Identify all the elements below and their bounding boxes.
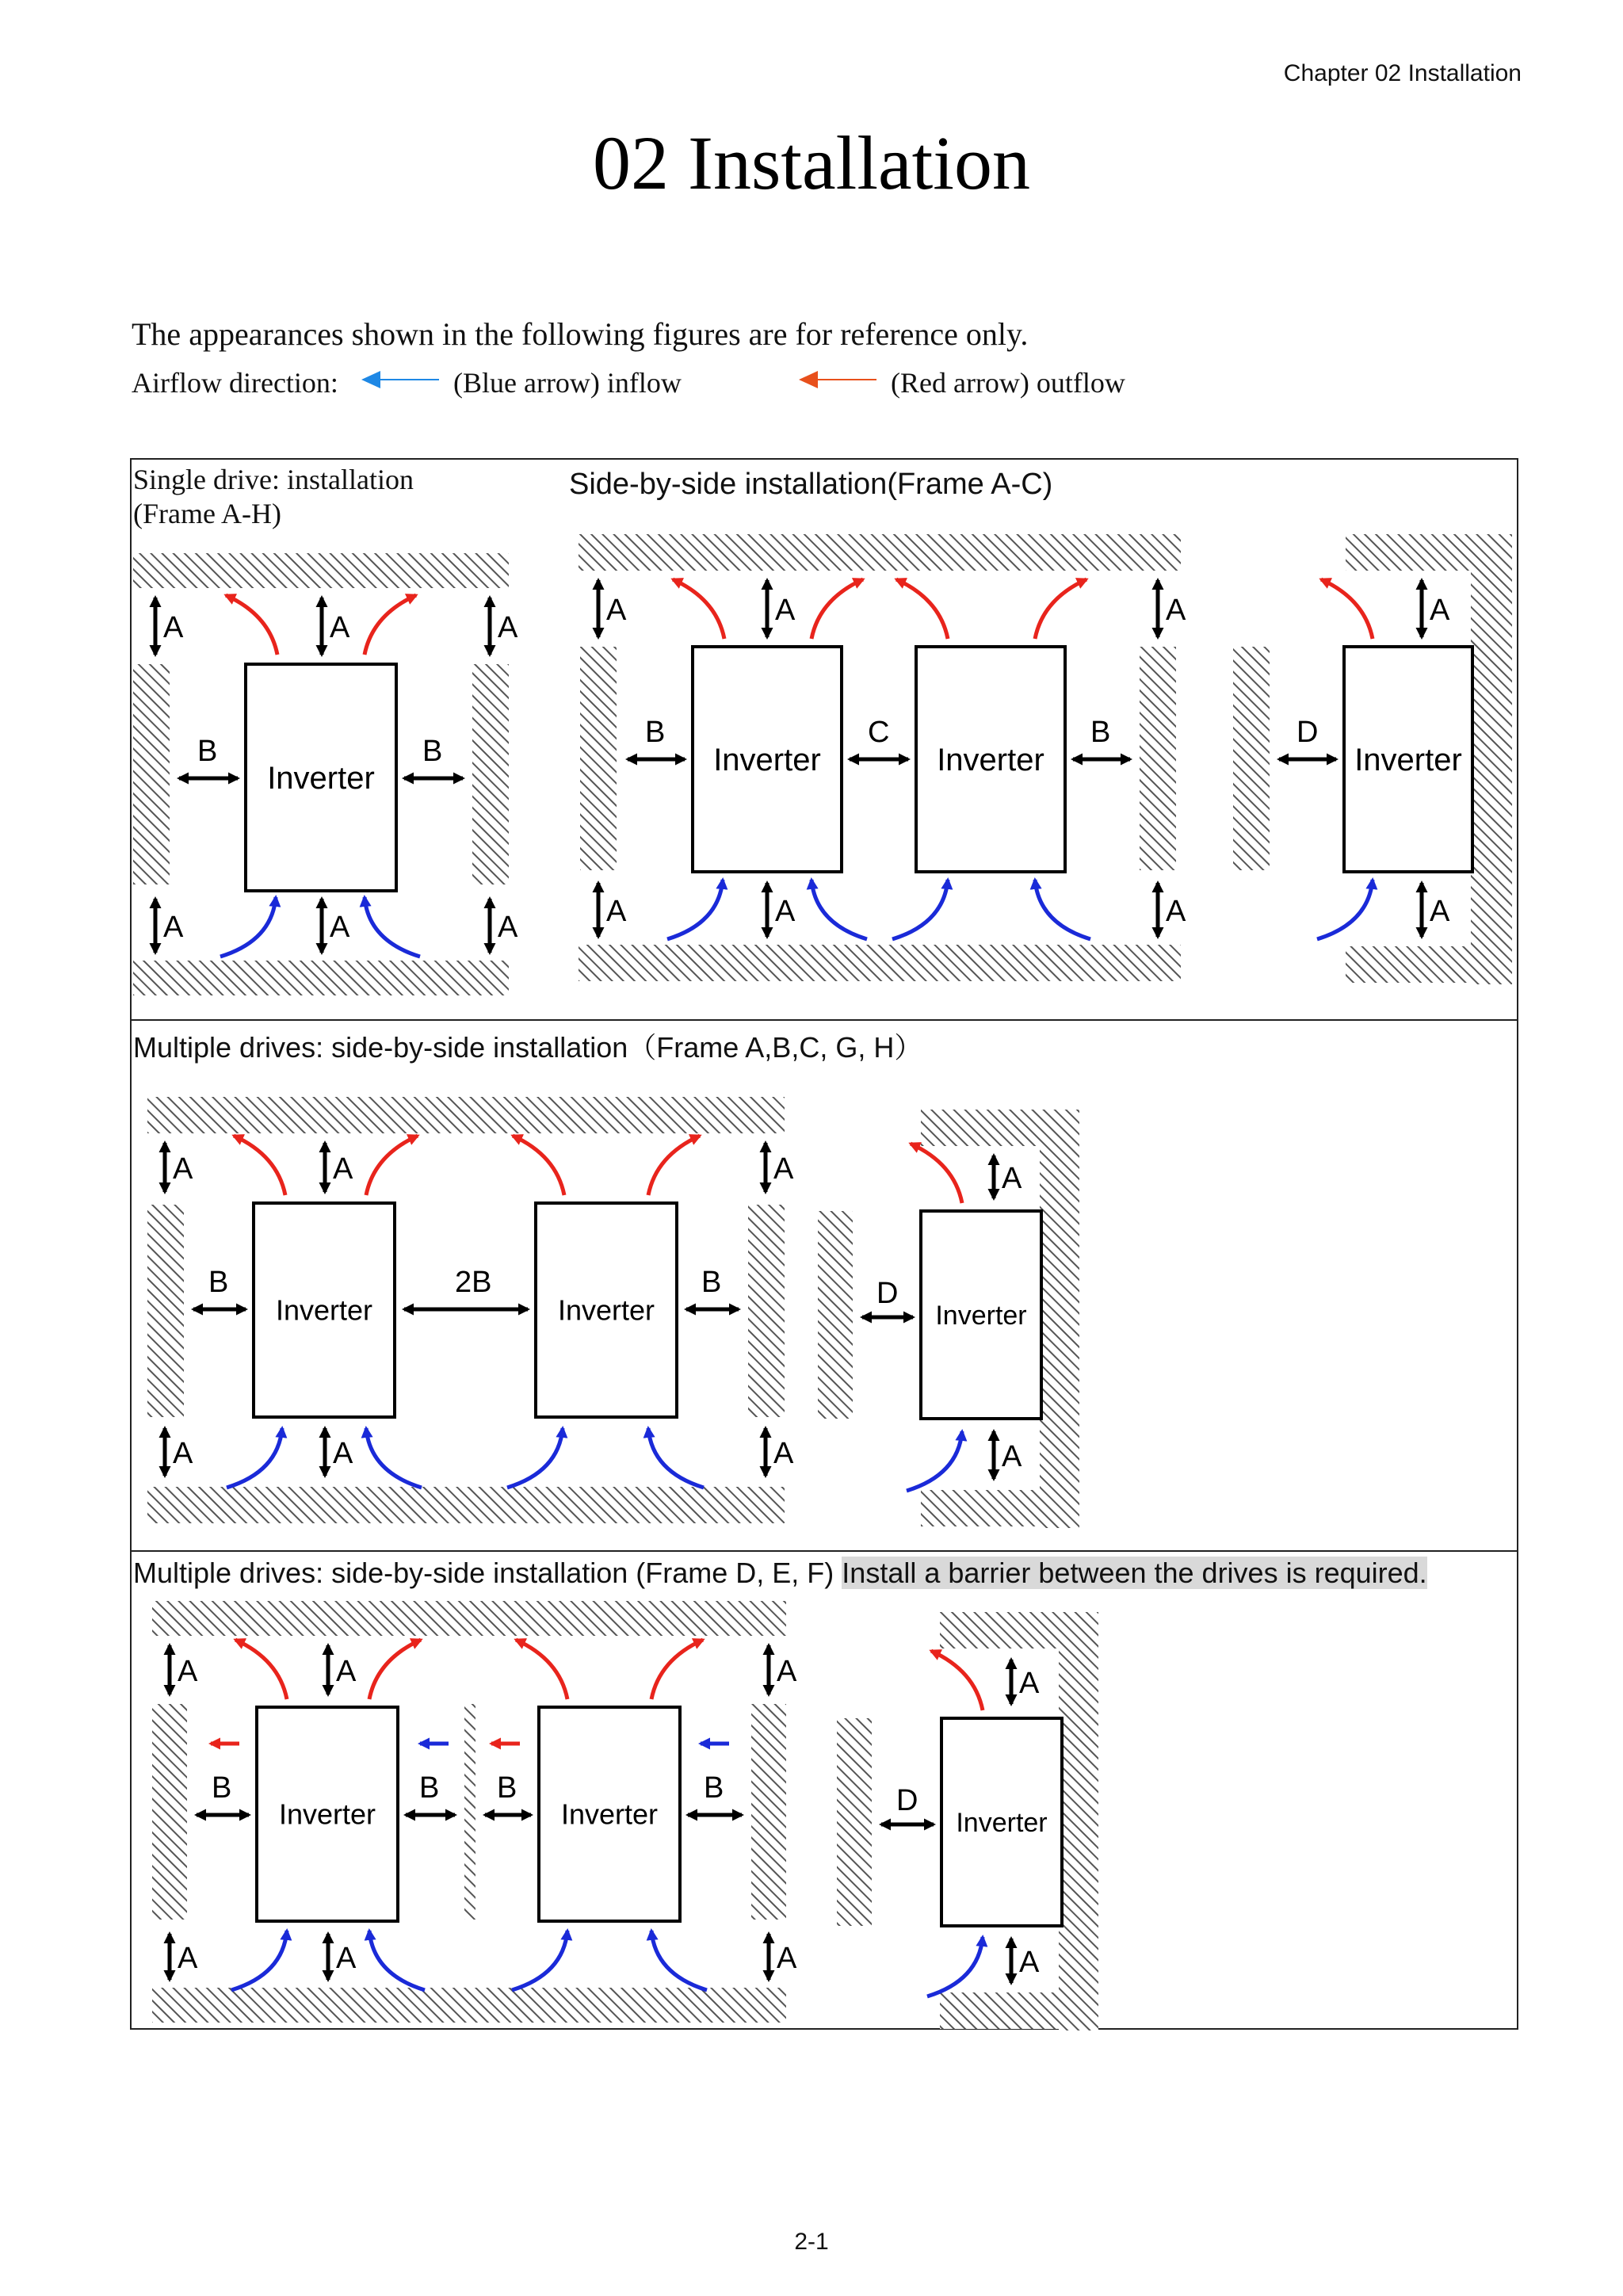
- hatched-wall: [748, 1205, 785, 1417]
- clearance-label: B: [701, 1266, 722, 1299]
- hatched-wall: [1471, 534, 1512, 984]
- inflow-arrow: [927, 1937, 983, 1996]
- hatched-wall: [579, 945, 1181, 981]
- clearance-label: A: [498, 611, 518, 644]
- inflow-arrow: [907, 1431, 962, 1491]
- outflow-arrow: [911, 1144, 962, 1203]
- clearance-label: A: [336, 1655, 357, 1688]
- clearance-label: B: [422, 735, 443, 768]
- clearance-label: B: [1090, 716, 1111, 749]
- outflow-arrow: [366, 1136, 418, 1195]
- hatched-wall: [1140, 647, 1176, 870]
- hatched-wall: [152, 1988, 786, 2023]
- inverter-label: Inverter: [278, 1797, 376, 1831]
- outflow-arrow: [651, 1640, 703, 1699]
- hatched-wall: [133, 961, 509, 995]
- outflow-arrow: [516, 1640, 567, 1699]
- clearance-label: A: [773, 1437, 794, 1470]
- inverter-label: Inverter: [956, 1807, 1048, 1838]
- clearance-label: A: [330, 911, 350, 944]
- page-title: 02 Installation: [593, 120, 1030, 205]
- outflow-arrow: [673, 579, 724, 639]
- clearance-label: A: [1430, 895, 1450, 928]
- clearance-label: A: [777, 1655, 797, 1688]
- clearance-label: A: [1002, 1440, 1022, 1473]
- inflow-arrow: [892, 880, 948, 939]
- outflow-arrow: [931, 1651, 983, 1710]
- hatched-wall: [579, 534, 1181, 571]
- inverter-label: Inverter: [713, 743, 821, 777]
- inflow-arrow: [365, 897, 420, 957]
- inflow-arrow: [651, 1931, 707, 1990]
- inverter-label: Inverter: [560, 1797, 659, 1831]
- clearance-label: A: [775, 594, 796, 627]
- outflow-arrow: [513, 1136, 564, 1195]
- hatched-wall: [921, 1490, 1079, 1526]
- clearance-label: B: [704, 1771, 724, 1805]
- clearance-label: D: [876, 1277, 899, 1310]
- hatched-wall: [1346, 946, 1512, 983]
- hatched-wall: [1040, 1110, 1079, 1528]
- clearance-label: B: [419, 1771, 440, 1805]
- clearance-label: A: [178, 1942, 198, 1975]
- clearance-label: B: [197, 735, 218, 768]
- outflow-label: (Red arrow) outflow: [891, 367, 1125, 399]
- clearance-label: A: [163, 911, 184, 944]
- clearance-label: A: [606, 594, 627, 627]
- clearance-label: A: [1166, 594, 1186, 627]
- inflow-arrow: [812, 880, 867, 939]
- inflow-arrow: [369, 1931, 425, 1990]
- inflow-arrow: [507, 1428, 563, 1488]
- clearance-label: D: [1296, 716, 1319, 749]
- outflow-arrow: [648, 1136, 700, 1195]
- hatched-wall: [133, 553, 509, 588]
- outflow-arrow: [226, 595, 277, 655]
- multi-drive-caption-1: Multiple drives: side-by-side installation（Frame A,B,C, G, H）: [133, 1031, 923, 1064]
- hatched-wall: [818, 1211, 853, 1419]
- hatched-wall: [580, 647, 617, 870]
- inflow-arrow: [227, 1428, 282, 1488]
- hatched-wall: [464, 1704, 475, 1920]
- inverter-label: Inverter: [267, 761, 375, 796]
- hatched-wall: [147, 1097, 785, 1133]
- clearance-label: A: [777, 1942, 797, 1975]
- hatched-wall: [940, 1992, 1098, 2029]
- inflow-arrow: [1035, 880, 1090, 939]
- single-caption-line2: (Frame A-H): [133, 498, 281, 529]
- hatched-wall: [472, 664, 509, 884]
- outflow-arrow: [1035, 579, 1086, 639]
- inflow-arrow: [648, 1428, 704, 1488]
- inverter-label: Inverter: [937, 743, 1044, 777]
- outflow-arrow: [369, 1640, 421, 1699]
- inflow-arrow: [220, 897, 276, 957]
- clearance-label: A: [178, 1655, 198, 1688]
- inverter-label: Inverter: [275, 1293, 373, 1327]
- outflow-arrow: [812, 579, 863, 639]
- clearance-label: A: [333, 1152, 353, 1186]
- hatched-wall: [837, 1718, 872, 1926]
- barrier-note: Install a barrier between the drives is required.: [842, 1557, 1427, 1589]
- clearance-label: A: [1430, 594, 1450, 627]
- clearance-label: B: [208, 1266, 229, 1299]
- hatched-wall: [751, 1704, 786, 1920]
- clearance-label: A: [775, 895, 796, 928]
- clearance-label: A: [173, 1152, 193, 1186]
- clearance-label: C: [868, 716, 890, 749]
- clearance-label: A: [333, 1437, 353, 1470]
- airflow-label: Airflow direction:: [132, 367, 338, 399]
- clearance-label: A: [1019, 1667, 1040, 1700]
- clearance-label: A: [773, 1152, 794, 1186]
- outflow-arrow: [235, 1640, 287, 1699]
- clearance-label: B: [645, 716, 666, 749]
- multi-drive-caption-2-text: Multiple drives: side-by-side installation (Frame D, E, F): [133, 1557, 834, 1589]
- page-number: 2-1: [794, 2229, 829, 2255]
- clearance-label: A: [1002, 1162, 1022, 1195]
- outflow-arrow: [234, 1136, 285, 1195]
- inflow-arrow: [667, 880, 723, 939]
- clearance-label: D: [896, 1784, 918, 1817]
- inflow-arrow: [366, 1428, 422, 1488]
- hatched-wall: [1233, 647, 1270, 870]
- hatched-wall: [133, 664, 170, 884]
- clearance-label: A: [163, 611, 184, 644]
- clearance-label: B: [497, 1771, 517, 1805]
- single-caption-line1: Single drive: installation: [133, 464, 414, 495]
- outflow-arrow: [1321, 579, 1373, 639]
- inverter-label: Inverter: [935, 1300, 1027, 1331]
- clearance-label: A: [330, 611, 350, 644]
- clearance-label: 2B: [455, 1266, 492, 1299]
- hatched-wall: [147, 1205, 184, 1417]
- inflow-arrow: [512, 1931, 567, 1990]
- hatched-wall: [147, 1487, 785, 1523]
- side-by-side-caption: Side-by-side installation(Frame A-C): [569, 468, 1053, 501]
- hatched-wall: [1059, 1612, 1098, 2030]
- clearance-label: A: [1019, 1946, 1040, 1979]
- clearance-label: B: [212, 1771, 232, 1805]
- clearance-label: A: [1166, 895, 1186, 928]
- inverter-label: Inverter: [1354, 743, 1462, 777]
- outflow-arrow: [365, 595, 416, 655]
- outflow-arrow: [896, 579, 948, 639]
- clearance-label: A: [606, 895, 627, 928]
- inverter-label: Inverter: [557, 1293, 655, 1327]
- intro-text: The appearances shown in the following figures are for reference only.: [132, 316, 1029, 352]
- clearance-label: A: [173, 1437, 193, 1470]
- inflow-label: (Blue arrow) inflow: [453, 367, 682, 399]
- hatched-wall: [152, 1704, 187, 1920]
- inflow-arrow: [1317, 880, 1373, 939]
- clearance-label: A: [498, 911, 518, 944]
- clearance-label: A: [336, 1942, 357, 1975]
- hatched-wall: [152, 1601, 786, 1636]
- chapter-header: Chapter 02 Installation: [1283, 60, 1522, 86]
- inflow-arrow: [231, 1931, 287, 1990]
